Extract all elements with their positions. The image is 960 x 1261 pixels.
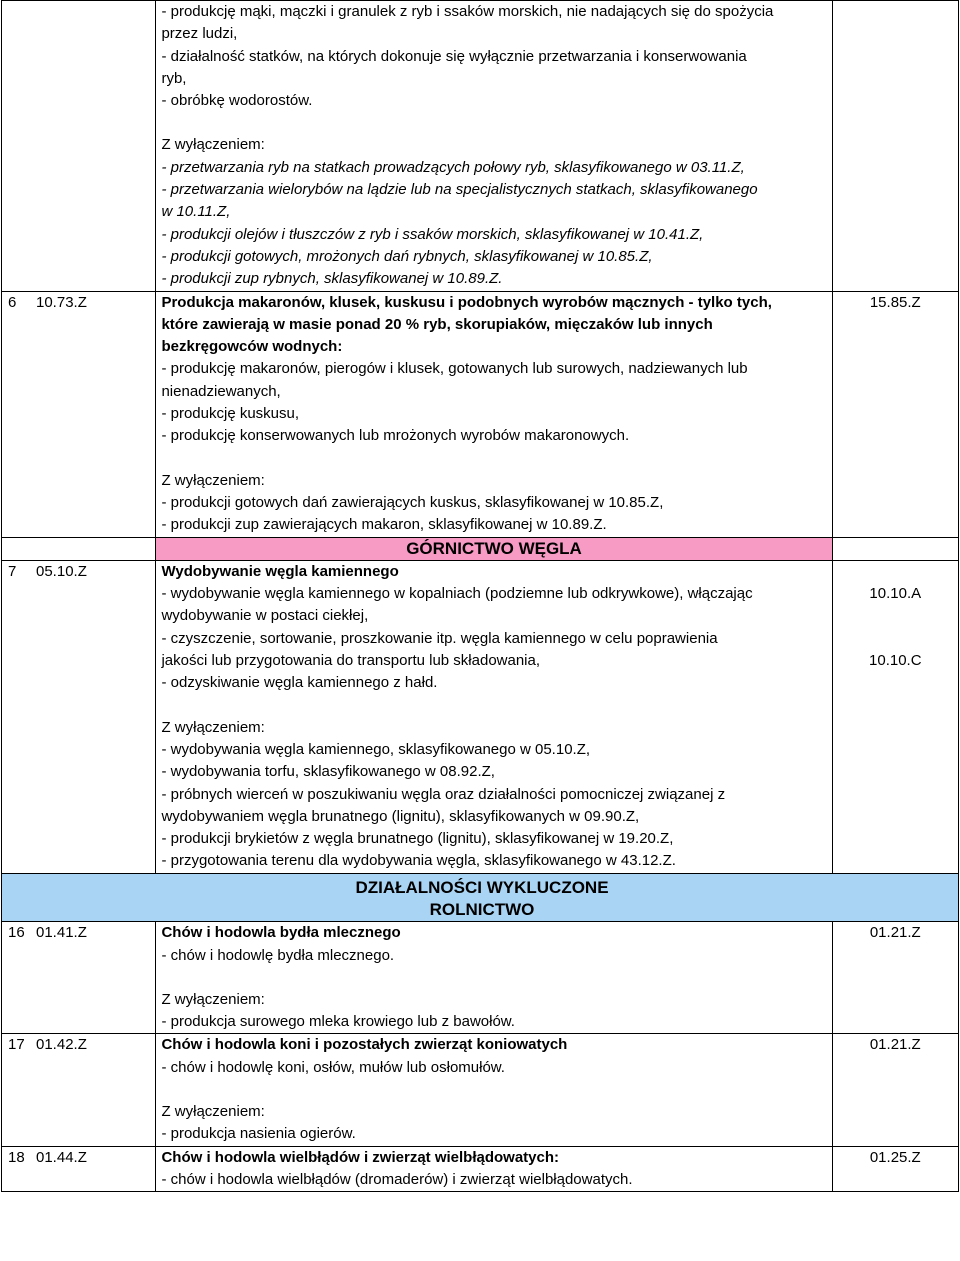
row-code: 05.10.Z — [36, 562, 87, 580]
row-title: które zawierają w masie ponad 20 % ryb, skorupiaków, mięczaków lub innych — [161, 315, 713, 333]
desc-line: - chów i hodowlę koni, osłów, mułów lub osłomułów. — [161, 1058, 505, 1076]
exclusion-label: Z wyłączeniem: — [161, 136, 265, 154]
desc-line: - chów i hodowla wielbłądów (dromaderów) i zwierząt wielbłądowatych. — [161, 1170, 633, 1188]
row-title: bezkręgowców wodnych: — [161, 338, 343, 356]
desc-line: - produkcję kuskusu, — [161, 405, 300, 423]
table-row — [2, 1146, 959, 1192]
exclusion-line: - produkcji zup zawierających makaron, sklasyfikowanej w 10.89.Z. — [161, 516, 607, 534]
number-cell — [2, 922, 156, 1034]
desc-line: jakości lub przygotowania do transportu lub składowania, — [161, 652, 541, 670]
section-row — [2, 873, 959, 922]
desc-line: - odzyskiwanie węgla kamiennego z hałd. — [161, 674, 438, 692]
exclusion-line: - produkcja surowego mleka krowiego lub z bawołów. — [161, 1013, 515, 1031]
pkd-code: 01.25.Z — [869, 1148, 921, 1166]
section-empty-cell — [832, 537, 958, 560]
section-title: DZIAŁALNOŚCI WYKLUCZONE — [355, 877, 609, 897]
pkd-cell — [832, 560, 958, 873]
section-empty-cell — [2, 537, 156, 560]
desc-line: - produkcję konserwowanych lub mrożonych wyrobów makaronowych. — [161, 427, 630, 445]
pkd-cell — [832, 922, 958, 1034]
pkd-code: 10.10.A — [869, 585, 922, 603]
row-number: 7 — [8, 562, 17, 580]
exclusion-line: - produkcji olejów i tłuszczów z ryb i ssaków morskich, sklasyfikowanej w 10.41.Z, — [161, 225, 704, 243]
pkd-cell — [832, 1, 958, 292]
exclusion-line: wydobywaniem węgla brunatnego (lignitu), sklasyfikowanych w 09.90.Z, — [161, 807, 640, 825]
row-code: 10.73.Z — [36, 293, 87, 311]
exclusion-label: Z wyłączeniem: — [161, 990, 265, 1008]
row-number: 17 — [8, 1036, 25, 1054]
exclusion-line: - próbnych wierceń w poszukiwaniu węgla oraz działalności pomocniczej związanej z — [161, 785, 726, 803]
number-cell — [2, 560, 156, 873]
pkd-cell — [832, 1034, 958, 1146]
row-title: Chów i hodowla wielbłądów i zwierząt wielbłądowatych: — [161, 1148, 560, 1166]
description-cell — [156, 1, 832, 292]
desc-line: - chów i hodowlę bydła mlecznego. — [161, 946, 395, 964]
pkd-code: 01.21.Z — [869, 1036, 921, 1054]
row-number: 18 — [8, 1148, 25, 1166]
exclusion-label: Z wyłączeniem: — [161, 1103, 265, 1121]
desc-line: - obróbkę wodorostów. — [161, 92, 313, 110]
exclusion-line: - przygotowania terenu dla wydobywania węgla, sklasyfikowanego w 43.12.Z. — [161, 852, 676, 870]
pkd-code: 01.21.Z — [869, 924, 921, 942]
desc-line: - wydobywanie węgla kamiennego w kopalniach (podziemne lub odkrywkowe), włączając — [161, 585, 753, 603]
description-cell — [156, 1146, 832, 1192]
exclusion-line: - przetwarzania ryb na statkach prowadzących połowy ryb, sklasyfikowanego w 03.11.Z, — [161, 158, 745, 176]
exclusion-label: Z wyłączeniem: — [161, 718, 265, 736]
table-row — [2, 291, 959, 537]
exclusion-line: - produkcji zup rybnych, sklasyfikowanej w 10.89.Z. — [161, 270, 503, 288]
desc-line: - działalność statków, na których dokonuje się wyłącznie przetwarzania i konserwowania — [161, 47, 747, 65]
exclusion-line: - wydobywania węgla kamiennego, sklasyfikowanego w 05.10.Z, — [161, 740, 591, 758]
exclusion-label: Z wyłączeniem: — [161, 471, 265, 489]
description-cell — [156, 291, 832, 537]
desc-line: - produkcję mąki, mączki i granulek z ryb i ssaków morskich, nie nadających się do spożycia — [161, 3, 774, 20]
desc-line: - produkcję makaronów, pierogów i klusek, gotowanych lub surowych, nadziewanych lub — [161, 360, 748, 378]
number-cell — [2, 1146, 156, 1192]
pkd-cell — [832, 291, 958, 537]
desc-line: - czyszczenie, sortowanie, proszkowanie itp. węgla kamiennego w celu poprawienia — [161, 629, 718, 647]
number-cell — [2, 1, 156, 292]
number-cell — [2, 291, 156, 537]
pkd-cell — [832, 1146, 958, 1192]
row-title: Produkcja makaronów, klusek, kuskusu i podobnych wyrobów mącznych - tylko tych, — [161, 293, 772, 311]
row-code: 01.42.Z — [36, 1036, 87, 1054]
table-row-continued — [2, 1, 959, 292]
exclusion-line: - wydobywania torfu, sklasyfikowanego w 08.92.Z, — [161, 763, 495, 781]
exclusion-line: - produkcja nasienia ogierów. — [161, 1125, 356, 1143]
exclusion-line: w 10.11.Z, — [161, 203, 231, 221]
desc-line: nienadziewanych, — [161, 382, 281, 400]
description-cell — [156, 922, 832, 1034]
desc-line: ryb, — [161, 69, 187, 87]
row-number: 16 — [8, 924, 25, 942]
row-title: Chów i hodowla bydła mlecznego — [161, 924, 401, 942]
row-title: Wydobywanie węgla kamiennego — [161, 562, 399, 580]
section-heading-mining: GÓRNICTWO WĘGLA — [156, 537, 832, 560]
row-title: Chów i hodowla koni i pozostałych zwierząt koniowatych — [161, 1036, 568, 1054]
table-row — [2, 560, 959, 873]
pkd-code: 15.85.Z — [869, 293, 921, 311]
exclusion-line: - produkcji gotowych dań zawierających kuskus, sklasyfikowanej w 10.85.Z, — [161, 493, 664, 511]
row-code: 01.41.Z — [36, 924, 87, 942]
number-cell — [2, 1034, 156, 1146]
desc-line: przez ludzi, — [161, 25, 238, 43]
exclusion-line: - produkcji brykietów z węgla brunatnego (lignitu), sklasyfikowanej w 19.20.Z, — [161, 830, 674, 848]
section-subtitle: ROLNICTWO — [429, 899, 535, 919]
section-row — [2, 537, 959, 560]
description-cell — [156, 1034, 832, 1146]
exclusion-line: - przetwarzania wielorybów na lądzie lub na specjalistycznych statkach, sklasyfikowanego — [161, 181, 758, 199]
section-heading-excluded — [2, 873, 959, 922]
row-code: 01.44.Z — [36, 1148, 87, 1166]
row-number: 6 — [8, 293, 17, 311]
table-row — [2, 922, 959, 1034]
exclusion-line: - produkcji gotowych, mrożonych dań rybnych, sklasyfikowanej w 10.85.Z, — [161, 247, 653, 265]
desc-line: wydobywanie w postaci ciekłej, — [161, 607, 369, 625]
pkd-code: 10.10.C — [869, 652, 922, 670]
description-cell — [156, 560, 832, 873]
table-row — [2, 1034, 959, 1146]
pkd-table — [1, 0, 959, 1192]
